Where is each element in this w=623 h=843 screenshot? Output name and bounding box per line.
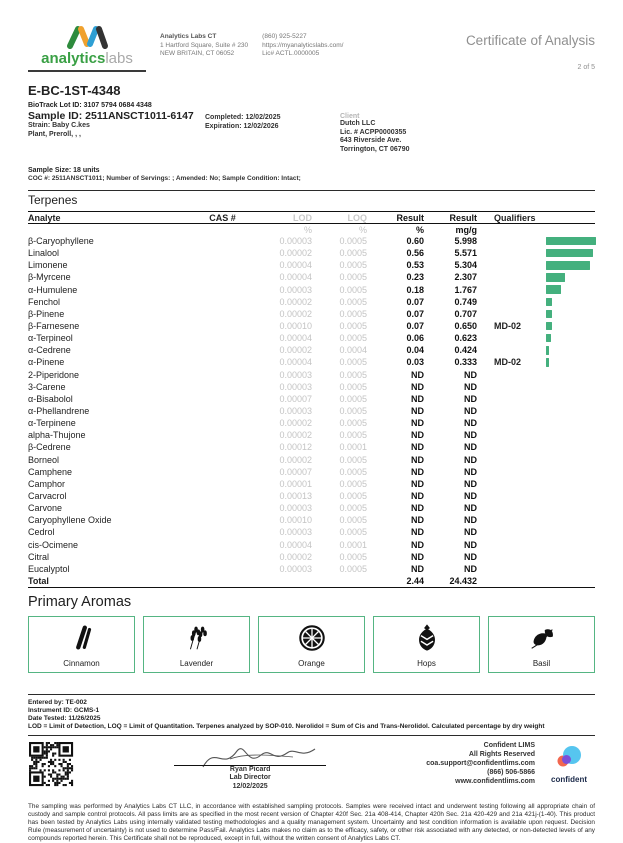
sample-info xyxy=(28,102,595,154)
unit-lod: % xyxy=(303,224,312,235)
result-pct: 0.60 xyxy=(406,236,424,247)
sample-dates xyxy=(205,102,340,154)
loq-value: 0.0005 xyxy=(339,333,367,344)
result-mgg: ND xyxy=(464,527,477,538)
lab-website: https://myanalyticslabs.com/ xyxy=(262,41,344,49)
header xyxy=(28,24,595,72)
analyte-name: α-Humulene xyxy=(28,284,78,295)
analyte-name: Camphene xyxy=(28,466,73,477)
analyte-name: α-Terpinene xyxy=(28,418,76,429)
result-bar xyxy=(546,285,561,294)
lod-value: 0.00003 xyxy=(279,369,312,380)
result-mgg: ND xyxy=(464,491,477,502)
lod-value: 0.00004 xyxy=(279,333,312,344)
expiration-date: Expiration: 12/02/2026 xyxy=(205,123,279,130)
col-cas: CAS # xyxy=(209,212,236,223)
loq-value: 0.0005 xyxy=(339,527,367,538)
analyte-name: α-Pinene xyxy=(28,357,65,368)
loq-value: 0.0005 xyxy=(339,563,367,574)
loq-value: 0.0005 xyxy=(339,551,367,562)
result-bar xyxy=(546,322,552,331)
lod-value: 0.00003 xyxy=(279,503,312,514)
terpene-row xyxy=(28,478,595,490)
lod-value: 0.00013 xyxy=(279,491,312,502)
lod-value: 0.00010 xyxy=(279,321,312,332)
confident-logo-icon xyxy=(554,745,584,769)
result-bar-cell xyxy=(535,298,595,307)
footer-meta xyxy=(28,694,595,731)
result-bar-cell xyxy=(535,322,595,331)
result-pct: 0.07 xyxy=(406,308,424,319)
analyte-name: Carvone xyxy=(28,503,63,514)
result-mgg: ND xyxy=(464,466,477,477)
loq-value: 0.0005 xyxy=(339,260,367,271)
lab-license: Lic# ACTL.0000005 xyxy=(262,50,320,57)
client-address2: Torrington, CT 06790 xyxy=(340,145,410,153)
analyte-name: β-Pinene xyxy=(28,308,65,319)
sample-left xyxy=(28,102,205,154)
loq-value: 0.0005 xyxy=(339,393,367,404)
lod-value: 0.00002 xyxy=(279,454,312,465)
loq-value: 0.0001 xyxy=(339,539,367,550)
aroma-label: Hops xyxy=(417,658,436,668)
total-mgg: 24.432 xyxy=(449,575,477,586)
basil-icon xyxy=(527,622,557,654)
certificate-title: Certificate of Analysis xyxy=(465,33,595,48)
aroma-box-orange xyxy=(258,616,365,673)
result-mgg: 0.424 xyxy=(454,345,477,356)
biotrack-lot-id: BioTrack Lot ID: 3107 5794 0684 4348 xyxy=(28,102,152,109)
loq-value: 0.0005 xyxy=(339,236,367,247)
result-bar-cell xyxy=(535,334,595,343)
aroma-label: Cinnamon xyxy=(63,658,100,668)
loq-value: 0.0005 xyxy=(339,369,367,380)
terpene-row xyxy=(28,296,595,308)
terpene-row xyxy=(28,563,595,575)
result-pct: ND xyxy=(411,442,424,453)
result-mgg: ND xyxy=(464,418,477,429)
result-mgg: ND xyxy=(464,478,477,489)
lims-email: coa.support@confidentlims.com xyxy=(426,759,535,767)
loq-value: 0.0005 xyxy=(339,478,367,489)
result-mgg: 0.707 xyxy=(454,308,477,319)
analyte-name: Linalool xyxy=(28,248,60,259)
terpene-table-header xyxy=(28,211,595,224)
disclaimer-text: The sampling was performed by Analytics Labs CT LLC, in accordance with established sampling protocols. Samples were received intact and underwent testing following all appropriate chain of custody and sample control protocols. All pass limits are as specified in the most recent version of Chapter 420f Sec. 21a 408-414, Chapter 420h Sec. 21a 420-429 and 21a 421j-(1-40). This product has been tested by Analytics Labs using internally validated testing methodologies and a quality management system. Uncertainty and test condition information is available upon request. Decision Rule (measurement of uncertainty) is not used to determine Pass/Fail. Analytics Labs makes no claim as to the efficacy, safety, or other risk associated with any detected, or non-detected levels of any compounds reported herein. This Certificate shall not be reproduced, except in full, without the written consent of Analytics Labs CT. xyxy=(28,803,595,843)
result-pct: ND xyxy=(411,503,424,514)
lod-value: 0.00002 xyxy=(279,418,312,429)
hops-icon xyxy=(412,622,442,654)
terpene-row xyxy=(28,284,595,296)
coc-line: COC #: 2511ANSCT1011; Number of Servings: ; Amended: No; Sample Condition: Intact; xyxy=(28,175,301,182)
date-tested: Date Tested: 11/26/2025 xyxy=(28,714,101,722)
terpene-row xyxy=(28,393,595,405)
loq-value: 0.0005 xyxy=(339,406,367,417)
result-mgg: 2.307 xyxy=(454,272,477,283)
terpene-row xyxy=(28,235,595,247)
terpene-row xyxy=(28,320,595,332)
result-bar-cell xyxy=(535,358,595,367)
result-pct: 0.23 xyxy=(406,272,424,283)
result-pct: ND xyxy=(411,515,424,526)
primary-aromas-heading: Primary Aromas xyxy=(28,593,132,610)
analyte-name: α-Phellandrene xyxy=(28,406,90,417)
sample-id: Sample ID: 2511ANSCT1011-6147 xyxy=(28,110,194,122)
result-pct: 0.18 xyxy=(406,284,424,295)
result-bar xyxy=(546,298,552,307)
sample-size: Sample Size: 18 units xyxy=(28,167,100,174)
strain: Strain: Baby C.kes xyxy=(28,122,90,129)
terpene-table xyxy=(28,211,595,588)
total-label: Total xyxy=(28,575,49,586)
loq-value: 0.0005 xyxy=(339,430,367,441)
lod-value: 0.00001 xyxy=(279,478,312,489)
terpene-row xyxy=(28,308,595,320)
lab-address2: NEW BRITAIN, CT 06052 xyxy=(160,50,235,57)
lab-phone: (860) 925-5227 xyxy=(262,33,307,40)
analyte-name: β-Cedrene xyxy=(28,442,71,453)
signature-block xyxy=(74,743,426,792)
terpene-row xyxy=(28,381,595,393)
analyte-name: α-Cedrene xyxy=(28,345,71,356)
instrument-id: Instrument ID: GCMS-1 xyxy=(28,706,100,714)
result-mgg: ND xyxy=(464,442,477,453)
analyte-name: Citral xyxy=(28,551,50,562)
lod-value: 0.00003 xyxy=(279,563,312,574)
loq-value: 0.0005 xyxy=(339,503,367,514)
lod-value: 0.00004 xyxy=(279,272,312,283)
lod-value: 0.00003 xyxy=(279,406,312,417)
result-mgg: ND xyxy=(464,381,477,392)
orange-icon xyxy=(297,622,327,654)
analyte-name: 3-Carene xyxy=(28,381,66,392)
signer-name: Ryan Picard xyxy=(229,765,271,773)
result-bar-cell xyxy=(535,261,595,270)
result-bar xyxy=(546,273,565,282)
terpene-row xyxy=(28,429,595,441)
terpene-table-body xyxy=(28,235,595,575)
lod-value: 0.00004 xyxy=(279,260,312,271)
result-mgg: ND xyxy=(464,393,477,404)
lod-value: 0.00003 xyxy=(279,284,312,295)
lod-value: 0.00002 xyxy=(279,345,312,356)
result-mgg: 0.333 xyxy=(454,357,477,368)
loq-value: 0.0005 xyxy=(339,272,367,283)
signature-section xyxy=(28,735,595,792)
loq-value: 0.0005 xyxy=(339,357,367,368)
loq-value: 0.0005 xyxy=(339,515,367,526)
result-pct: ND xyxy=(411,539,424,550)
loq-value: 0.0005 xyxy=(339,491,367,502)
brand-analytics: analytics xyxy=(41,50,106,67)
lod-value: 0.00002 xyxy=(279,248,312,259)
terpene-row xyxy=(28,526,595,538)
terpene-row xyxy=(28,405,595,417)
lims-website: www.confidentlims.com xyxy=(455,777,535,785)
matrix-type: Plant, Preroll, , , xyxy=(28,130,81,138)
result-mgg: ND xyxy=(464,515,477,526)
lod-value: 0.00007 xyxy=(279,393,312,404)
loq-value: 0.0005 xyxy=(339,381,367,392)
document-id: E-BC-1ST-4348 xyxy=(28,83,121,98)
signer-title: Lab Director xyxy=(229,774,271,782)
result-bar xyxy=(546,261,590,270)
result-pct: 0.04 xyxy=(406,345,424,356)
lod-loq-note: LOD = Limit of Detection, LOQ = Limit of Quantitation. Terpenes analyzed by SOP-010. Nerolidol = Sum of Cis and Trans-Nerolidol. Calculated percentage by dry weight xyxy=(28,722,545,730)
analyte-name: Carvacrol xyxy=(28,491,67,502)
terpene-row xyxy=(28,369,595,381)
analyte-name: α-Bisabolol xyxy=(28,393,73,404)
unit-result-pct: % xyxy=(415,224,424,235)
result-pct: ND xyxy=(411,527,424,538)
result-pct: ND xyxy=(411,466,424,477)
result-pct: ND xyxy=(411,381,424,392)
terpene-units-row xyxy=(28,224,595,235)
loq-value: 0.0005 xyxy=(339,321,367,332)
loq-value: 0.0005 xyxy=(339,248,367,259)
aroma-list xyxy=(28,616,595,673)
loq-value: 0.0005 xyxy=(339,284,367,295)
lod-value: 0.00003 xyxy=(279,236,312,247)
aroma-box-basil xyxy=(488,616,595,673)
result-pct: ND xyxy=(411,478,424,489)
client-block xyxy=(340,102,410,154)
cinnamon-icon xyxy=(67,622,97,654)
analyte-name: cis-Ocimene xyxy=(28,539,79,550)
terpene-row xyxy=(28,514,595,526)
analyte-name: α-Terpineol xyxy=(28,333,73,344)
col-result-mgg: Result xyxy=(449,212,477,223)
loq-value: 0.0004 xyxy=(339,345,367,356)
lod-value: 0.00002 xyxy=(279,551,312,562)
aroma-box-lavender xyxy=(143,616,250,673)
result-mgg: 5.571 xyxy=(454,248,477,259)
lod-value: 0.00010 xyxy=(279,515,312,526)
col-lod: LOD xyxy=(293,212,312,223)
result-pct: ND xyxy=(411,491,424,502)
analyte-name: Cedrol xyxy=(28,527,55,538)
qualifier: MD-02 xyxy=(494,357,522,368)
terpene-row xyxy=(28,356,595,368)
lims-phone: (866) 506-5866 xyxy=(487,768,535,776)
lod-value: 0.00004 xyxy=(279,357,312,368)
result-pct: ND xyxy=(411,563,424,574)
logo-mountain-icon xyxy=(64,24,110,49)
result-mgg: ND xyxy=(464,430,477,441)
lavender-icon xyxy=(182,622,212,654)
terpene-row xyxy=(28,271,595,283)
result-bar-cell xyxy=(535,237,596,246)
result-pct: ND xyxy=(411,406,424,417)
analyte-name: Caryophyllene Oxide xyxy=(28,515,112,526)
result-mgg: 1.767 xyxy=(454,284,477,295)
result-pct: 0.53 xyxy=(406,260,424,271)
result-bar-cell xyxy=(535,310,595,319)
client-license: Lic. # ACPP0000355 xyxy=(340,128,407,136)
terpene-row xyxy=(28,344,595,356)
loq-value: 0.0005 xyxy=(339,418,367,429)
result-mgg: 5.998 xyxy=(454,236,477,247)
loq-value: 0.0005 xyxy=(339,296,367,307)
qualifier: MD-02 xyxy=(494,321,522,332)
result-mgg: ND xyxy=(464,539,477,550)
analyte-name: β-Farnesene xyxy=(28,321,80,332)
lod-value: 0.00002 xyxy=(279,296,312,307)
result-mgg: 0.749 xyxy=(454,296,477,307)
analyte-name: 2-Piperidone xyxy=(28,369,80,380)
result-bar-cell xyxy=(535,249,595,258)
aroma-label: Orange xyxy=(298,658,325,668)
terpene-row xyxy=(28,551,595,563)
terpene-row xyxy=(28,502,595,514)
terpene-total-row xyxy=(28,575,595,588)
terpene-row xyxy=(28,539,595,551)
terpene-row xyxy=(28,490,595,502)
client-name: Dutch LLC xyxy=(340,120,376,127)
loq-value: 0.0005 xyxy=(339,466,367,477)
result-pct: ND xyxy=(411,393,424,404)
lims-info xyxy=(426,741,535,786)
loq-value: 0.0005 xyxy=(339,308,367,319)
result-pct: 0.56 xyxy=(406,248,424,259)
result-mgg: 0.623 xyxy=(454,333,477,344)
lab-contact xyxy=(262,24,343,59)
result-mgg: ND xyxy=(464,503,477,514)
aroma-label: Basil xyxy=(532,658,551,668)
analyte-name: Eucalyptol xyxy=(28,563,70,574)
lod-value: 0.00012 xyxy=(279,442,312,453)
lims-name: Confident LIMS xyxy=(483,741,535,749)
result-bar-cell xyxy=(535,273,595,282)
result-mgg: 5.304 xyxy=(454,260,477,271)
terpenes-section xyxy=(28,190,595,588)
col-loq: LOQ xyxy=(347,212,367,223)
result-pct: 0.07 xyxy=(406,296,424,307)
result-pct: 0.07 xyxy=(406,321,424,332)
terpene-row xyxy=(28,454,595,466)
completed-date: Completed: 12/02/2025 xyxy=(205,114,281,121)
signature-date: 12/02/2025 xyxy=(232,782,268,790)
entered-by: Entered by: TE-002 xyxy=(28,698,87,706)
col-result-pct: Result xyxy=(396,212,424,223)
result-bar xyxy=(546,334,551,343)
total-pct: 2.44 xyxy=(406,575,424,586)
lod-value: 0.00002 xyxy=(279,308,312,319)
result-bar-cell xyxy=(535,285,595,294)
result-mgg: ND xyxy=(464,369,477,380)
aroma-box-hops xyxy=(373,616,480,673)
confident-wordmark: confident xyxy=(551,774,587,784)
lod-value: 0.00003 xyxy=(279,527,312,538)
result-mgg: 0.650 xyxy=(454,321,477,332)
client-address1: 643 Riverside Ave. xyxy=(340,137,402,144)
confident-logo xyxy=(543,741,595,784)
unit-loq: % xyxy=(358,224,367,235)
result-mgg: ND xyxy=(464,406,477,417)
lab-logo xyxy=(28,24,146,72)
result-pct: ND xyxy=(411,430,424,441)
analyte-name: Limonene xyxy=(28,260,68,271)
result-pct: ND xyxy=(411,369,424,380)
terpene-row xyxy=(28,259,595,271)
lod-value: 0.00002 xyxy=(279,430,312,441)
terpene-row xyxy=(28,247,595,259)
lod-value: 0.00003 xyxy=(279,381,312,392)
loq-value: 0.0005 xyxy=(339,454,367,465)
result-mgg: ND xyxy=(464,454,477,465)
loq-value: 0.0001 xyxy=(339,442,367,453)
lab-info xyxy=(160,24,248,59)
terpene-row xyxy=(28,441,595,453)
qr-code xyxy=(28,741,74,787)
result-pct: ND xyxy=(411,551,424,562)
result-bar xyxy=(546,310,552,319)
col-qualifiers: Qualifiers xyxy=(494,212,536,223)
terpene-row xyxy=(28,466,595,478)
result-mgg: ND xyxy=(464,563,477,574)
lod-value: 0.00004 xyxy=(279,539,312,550)
client-label: Client xyxy=(340,113,360,120)
brand-name xyxy=(28,50,146,67)
result-bar xyxy=(546,249,593,258)
result-pct: ND xyxy=(411,418,424,429)
col-analyte: Analyte xyxy=(28,212,61,223)
lab-address1: 1 Hartford Square, Suite # 230 xyxy=(160,41,249,49)
analyte-name: Camphor xyxy=(28,478,66,489)
analyte-name: Borneol xyxy=(28,454,60,465)
analyte-name: β-Caryophyllene xyxy=(28,236,94,247)
result-pct: 0.06 xyxy=(406,333,424,344)
unit-result-mgg: mg/g xyxy=(455,224,477,235)
result-pct: 0.03 xyxy=(406,357,424,368)
lab-name: Analytics Labs CT xyxy=(160,33,217,40)
terpenes-heading: Terpenes xyxy=(28,193,78,207)
terpene-row xyxy=(28,417,595,429)
brand-labs: labs xyxy=(105,50,133,67)
result-bar xyxy=(546,346,549,355)
result-bar xyxy=(546,237,596,246)
aroma-label: Lavender xyxy=(179,658,214,668)
terpene-row xyxy=(28,332,595,344)
analyte-name: alpha-Thujone xyxy=(28,430,86,441)
lims-rights: All Rights Reserved xyxy=(468,750,535,758)
aroma-box-cinnamon xyxy=(28,616,135,673)
result-bar xyxy=(546,358,549,367)
analyte-name: Fenchol xyxy=(28,296,61,307)
lod-value: 0.00007 xyxy=(279,466,312,477)
header-right xyxy=(466,24,595,71)
analyte-name: β-Myrcene xyxy=(28,272,71,283)
result-mgg: ND xyxy=(464,551,477,562)
result-pct: ND xyxy=(411,454,424,465)
page-number: 2 of 5 xyxy=(577,64,595,71)
result-bar-cell xyxy=(535,346,595,355)
